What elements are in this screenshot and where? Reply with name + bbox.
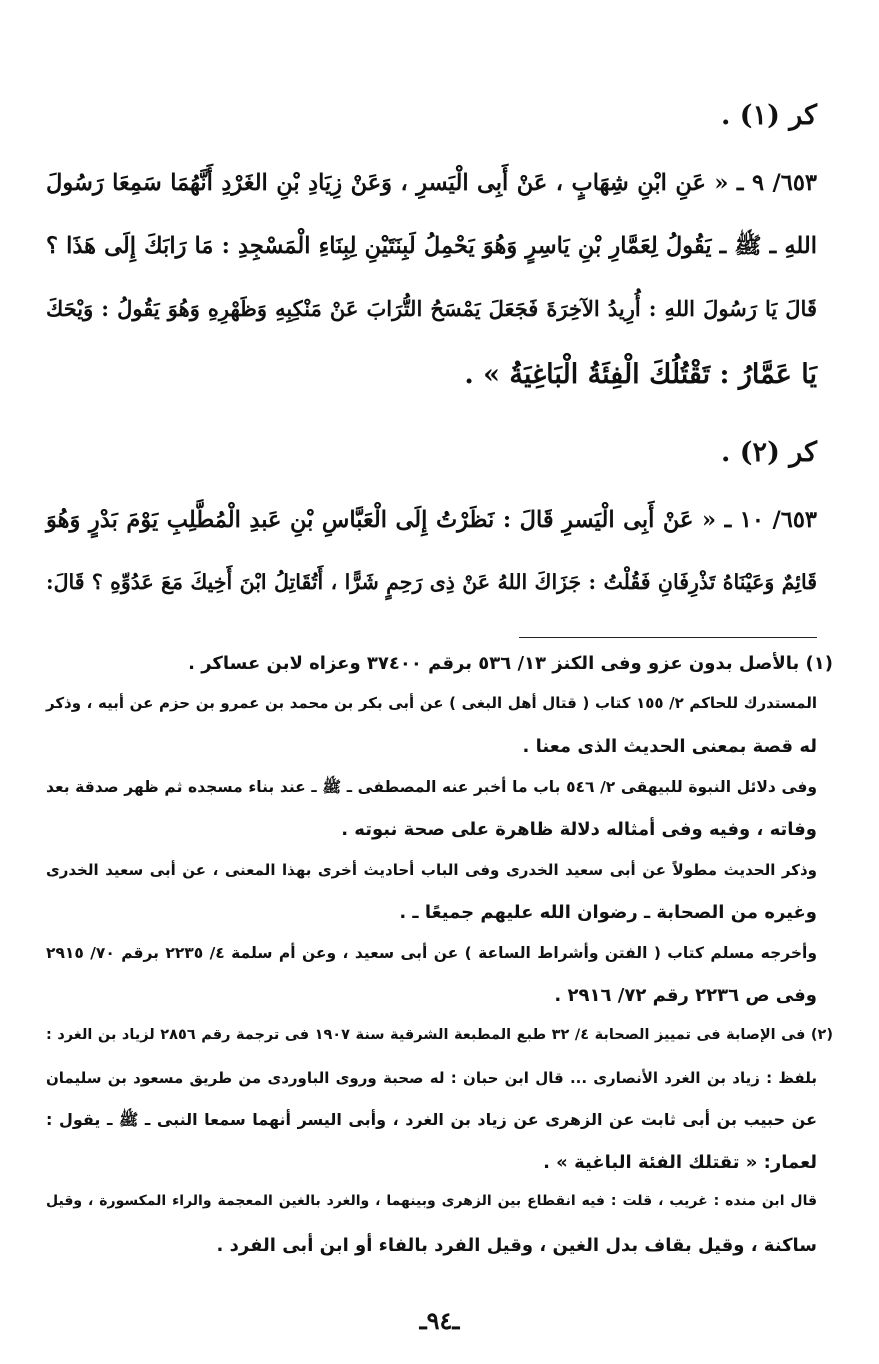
footnote-2-line: بلفظ : زياد بن الغرد الأنصارى ... قال ابن حبان : له صحبة وروى الباوردى من طريق مسعود بن سليمان: [46, 1069, 817, 1087]
source-ref-2: كر (٢) .: [720, 437, 817, 468]
source-ref-1: كر (١) .: [720, 100, 817, 131]
footnote-1-line: (١) بالأصل بدون عزو وفى الكنز ١٣/ ٥٣٦ برقم ٣٧٤٠٠ وعزاه لابن عساكر .: [188, 653, 833, 674]
hadith-10-line-2: قَائِمٌ وَعَيْنَاهُ تَذْرِفَانِ فَقُلْتُ : جَزَاكَ اللهُ عَنْ ذِى رَحِمٍ شَرًّا ، أَتُقَاتِلُ ابْنَ أَخِيكَ مَعَ عَدُوِّهِ ؟ قَالَ:: [46, 570, 817, 594]
footnote-1-line: وفى ص ٢٢٣٦ رقم ٧٢/ ٢٩١٦ .: [554, 985, 817, 1006]
hadith-9-line-2: اللهِ ـ ﷺ ـ يَقُولُ لِعَمَّارِ بْنِ يَاسِرٍ وَهُوَ يَحْمِلُ لَبِنَتَيْنِ لِبِنَاءِ الْمَسْجِدِ : مَا رَابَكَ إِلَى هَذَا ؟: [46, 233, 817, 259]
hadith-10-line-1: ٦٥٣/ ١٠ ـ « عَنْ أَبِى الْيَسرِ قَالَ : نَظَرْتُ إِلَى الْعَبَّاسِ بْنِ عَبدِ الْمُطَّلِبِ يَوْمَ بَدْرٍ وَهُوَ: [46, 507, 817, 533]
footnote-1-line: وفى دلائل النبوة للبيهقى ٢/ ٥٤٦ باب ما أخبر عنه المصطفى ـ ﷺ ـ عند بناء مسجده ثم ظهر صدقة بعد: [46, 778, 817, 796]
hadith-9-line-1: ٦٥٣/ ٩ ـ « عَنِ ابْنِ شِهَابٍ ، عَنْ أَبِى الْيَسرِ ، وَعَنْ زِيَادِ بْنِ الغَرْدِ أَنَّهُمَا سَمِعَا رَسُولَ: [46, 170, 817, 196]
footnote-2-line: قال ابن منده : غريب ، قلت : فيه انقطاع بين الزهرى وبينهما ، والغرد بالغين المعجمة والراء المكسورة ، وقيل: [46, 1193, 817, 1209]
footnote-1-line: وأخرجه مسلم كتاب ( الفتن وأشراط الساعة ) عن أبى سعيد ، وعن أم سلمة ٤/ ٢٢٣٥ برقم ٧٠/ ٢٩١٥: [46, 944, 817, 962]
page-number: ـ٩٤ـ: [419, 1306, 460, 1335]
footnote-2-line: ساكنة ، وقيل بقاف بدل الغين ، وقيل الفرد بالفاء أو ابن أبى الفرد .: [216, 1235, 817, 1256]
footnote-1-line: وذكر الحديث مطولاً عن أبى سعيد الخدرى وفى الباب أحاديث أخرى بهذا المعنى ، عن أبى سعيد الخدرى: [46, 861, 817, 879]
footnote-1-line: وغيره من الصحابة ـ رضوان الله عليهم جميعًا ـ .: [399, 902, 817, 923]
footnote-2-line: (٢) فى الإصابة فى تمييز الصحابة ٤/ ٣٢ طبع المطبعة الشرقية سنة ١٩٠٧ فى ترجمة رقم ٢٨٥٦ لزياد بن الغرد :: [46, 1027, 833, 1043]
footnote-1-line: وفاته ، وفيه وفى أمثاله دلالة ظاهرة على صحة نبوته .: [341, 819, 817, 840]
footnote-1-line: المستدرك للحاكم ٢/ ١٥٥ كتاب ( قتال أهل البغى ) عن أبى بكر بن محمد بن عمرو بن حزم عن أبيه ، وذكر: [46, 694, 817, 712]
footnote-1-line: له قصة بمعنى الحديث الذى معنا .: [522, 736, 817, 757]
hadith-9-line-4: يَا عَمَّارُ : تَقْتُلُكَ الْفِئَةُ الْبَاغِيَةُ » .: [464, 359, 817, 390]
footnote-separator: [519, 637, 817, 638]
footnote-2-line: عن حبيب بن أبى ثابت عن الزهرى عن زياد بن الغرد ، وأبى اليسر أنهما سمعا النبى ـ ﷺ ـ يقول :: [46, 1110, 817, 1129]
hadith-9-line-3: قَالَ يَا رَسُولَ اللهِ : أُرِيدُ الآخِرَةَ فَجَعَلَ يَمْسَحُ التُّرَابَ عَنْ مَنْكِبِهِ وَظَهْرِهِ وَهُوَ يَقُولُ : وَيْحَكَ: [46, 296, 817, 321]
footnote-2-line: لعمار: « تقتلك الفئة الباغية » .: [543, 1152, 817, 1173]
